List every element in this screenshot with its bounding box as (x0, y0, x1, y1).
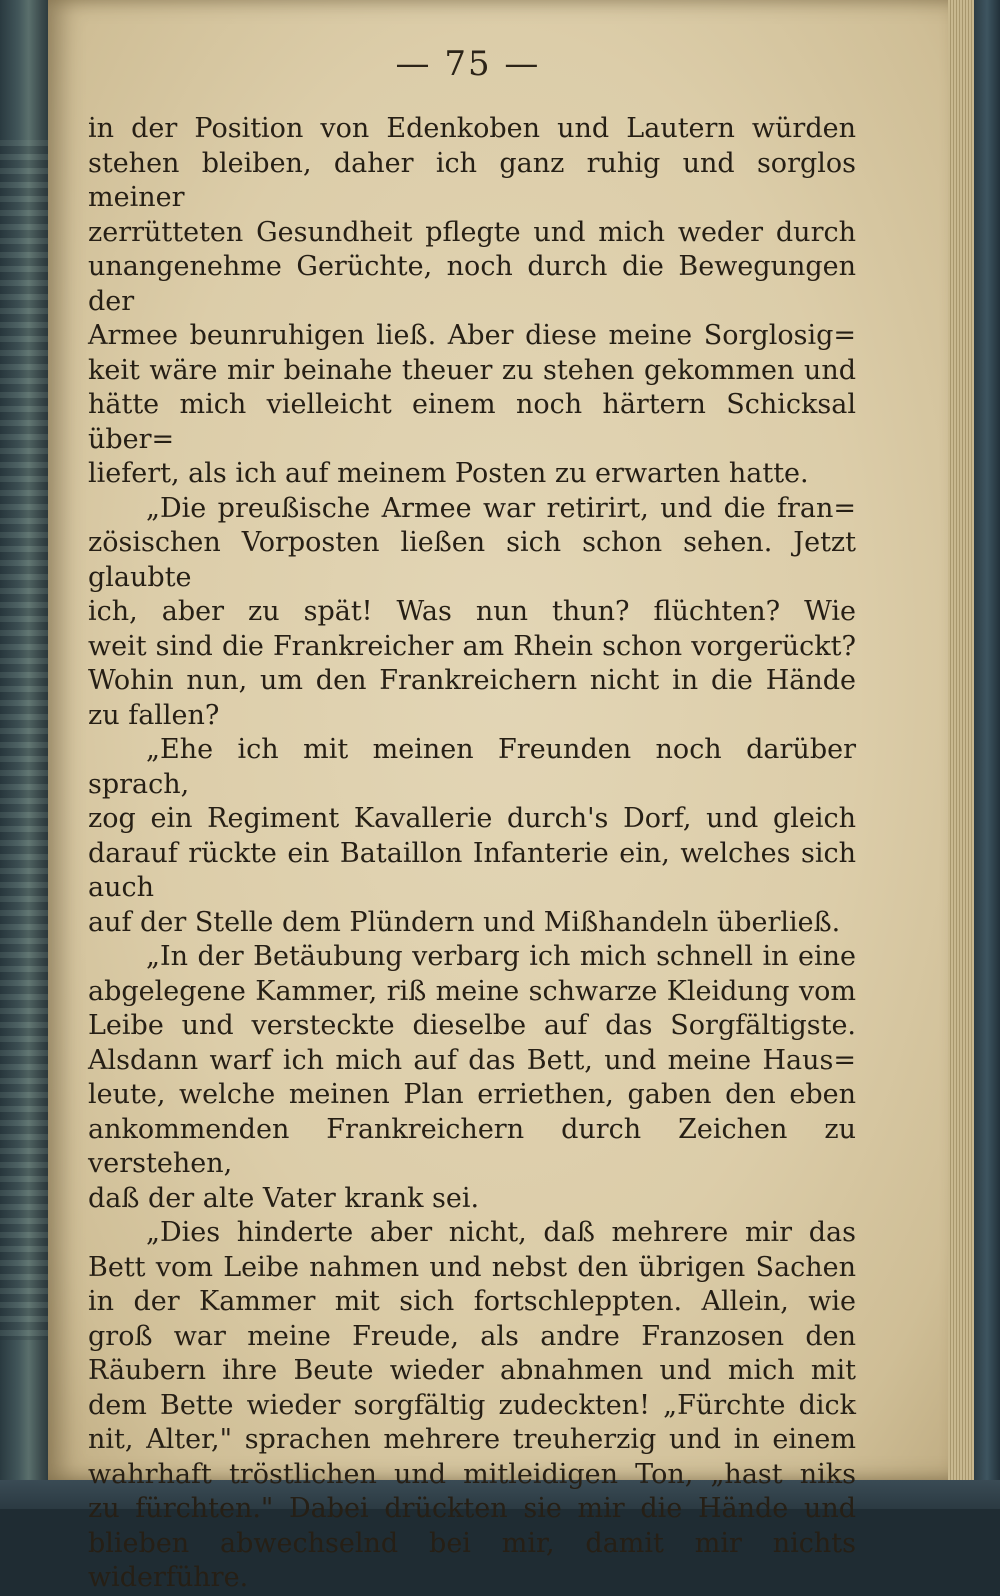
text-line: ich, aber zu spät! Was nun thun? flüchten? Wie (88, 596, 856, 627)
text-line: „Ehe ich mit meinen Freunden noch darüber sprach, (88, 734, 856, 800)
text-line: keit wäre mir beinahe theuer zu stehen gekommen und (88, 354, 856, 386)
text-line: hätte mich vielleicht einem noch härtern Schicksal über= (88, 389, 856, 455)
text-line: ankommenden Frankreichern durch Zeichen zu verstehen, (88, 1113, 856, 1179)
text-line: in der Kammer mit sich fortschleppten. Allein, wie (88, 1286, 856, 1317)
text-line: leute, welche meinen Plan erriethen, gaben den eben (88, 1079, 856, 1110)
text-line: zösischen Vorposten ließen sich schon sehen. Jetzt glaubte (88, 527, 856, 593)
text-line: liefert, als ich auf meinem Posten zu erwarten hatte. (88, 458, 809, 489)
text-line: dem Bette wieder sorgfältig zudeckten! „Fürchte dick (88, 1389, 856, 1421)
page-number-header: — 75 — (395, 44, 541, 84)
text-line: Wohin nun, um den Frankreichern nicht in die Hände (88, 665, 856, 696)
text-line: „Die preußische Armee war retirirt, und die fran= (146, 492, 856, 524)
book-binding (0, 140, 48, 1340)
text-line: unangenehme Gerüchte, noch durch die Bewegungen der (88, 251, 856, 317)
text-line: stehen bleiben, daher ich ganz ruhig und sorglos meiner (88, 147, 856, 213)
text-line: groß war meine Freude, als andre Franzosen den (88, 1320, 856, 1352)
text-line: „Dies hinderte aber nicht, daß mehrere mir das (146, 1217, 856, 1248)
text-line: zog ein Regiment Kavallerie durch's Dorf, und gleich (88, 803, 856, 834)
text-line: nit, Alter," sprachen mehrere treuherzig und in einem (88, 1424, 856, 1455)
right-book-cover (974, 0, 1000, 1509)
text-line: Armee beunruhigen ließ. Aber diese meine Sorglosig= (88, 320, 856, 351)
text-line: Leibe und versteckte dieselbe auf das Sorgfältigste. (88, 1010, 856, 1041)
text-line: „In der Betäubung verbarg ich mich schnell in eine (146, 941, 856, 972)
text-line: Bett vom Leibe nahmen und nebst den übrigen Sachen (88, 1251, 856, 1283)
page-edges (948, 0, 976, 1480)
text-line: auf der Stelle dem Plündern und Mißhandeln überließ. (88, 906, 841, 938)
text-line: abgelegene Kammer, riß meine schwarze Kleidung vom (88, 975, 856, 1007)
text-line: darauf rückte ein Bataillon Infanterie ein, welches sich auch (88, 837, 856, 903)
text-line: blieben abwechselnd bei mir, damit mir nichts widerführe. (88, 1527, 856, 1593)
text-line: zu fallen? (88, 699, 220, 731)
text-line: zerrütteten Gesundheit pflegte und mich weder durch (88, 216, 856, 248)
text-line: zu fürchten." Dabei drückten sie mir die Hände und (88, 1493, 856, 1524)
text-line: daß der alte Vater krank sei. (88, 1182, 480, 1214)
text-line: in der Position von Edenkoben und Lautern würden (88, 113, 856, 144)
text-line: Alsdann warf ich mich auf das Bett, und meine Haus= (88, 1044, 856, 1076)
text-line: wahrhaft tröstlichen und mitleidigen Ton, „hast niks (88, 1458, 856, 1490)
text-line: weit sind die Frankreicher am Rhein schon vorgerückt? (88, 630, 856, 662)
text-line: Räubern ihre Beute wieder abnahmen und mich mit (88, 1355, 856, 1386)
body-text (88, 112, 856, 1596)
